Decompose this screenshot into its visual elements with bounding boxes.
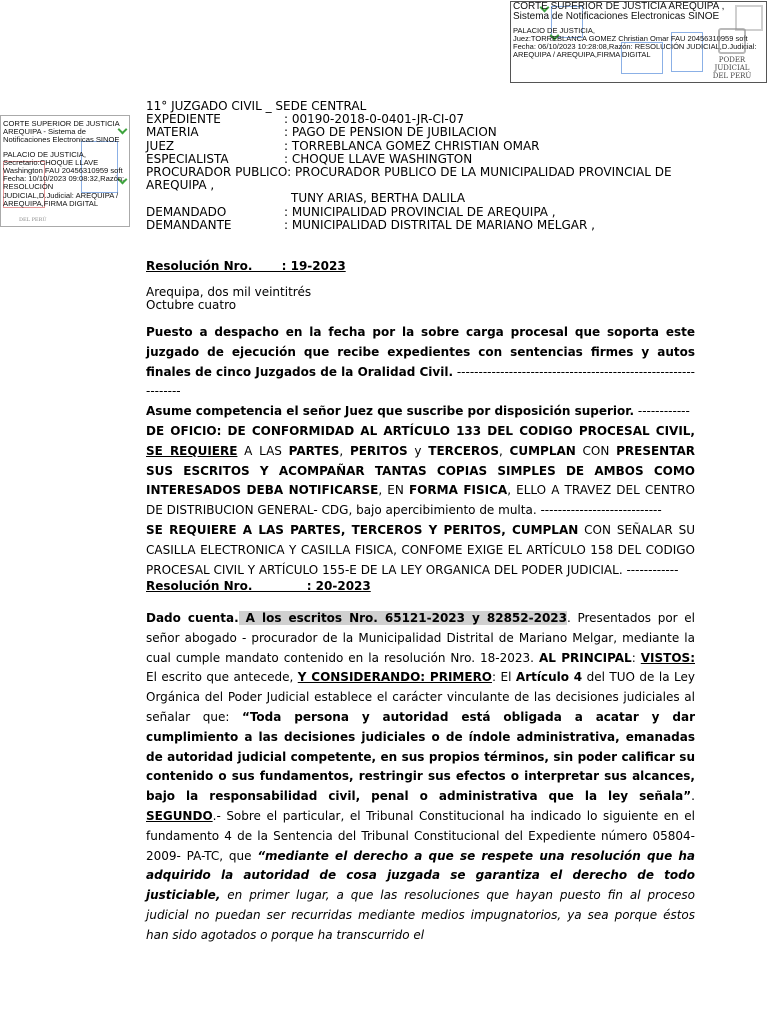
text: , ELLO A TRAVEZ DEL CENTRO DE DISTRIBUCION GENERAL- CDG, bajo apercibimiento de multa. ----------------------------	[146, 483, 695, 518]
digital-signature-stamp-judge	[510, 1, 767, 83]
text-bold: PRESENTAR SUS ESCRITOS Y ACOMPAÑAR TANTAS COPIAS SIMPLES DE AMBOS COMO INTERESADOS DEBA NOTIFICARSE	[146, 443, 695, 498]
field-label: JUEZ	[146, 138, 175, 153]
resolution-place: Arequipa, dos mil veintitrés	[146, 285, 312, 299]
paragraph	[146, 609, 695, 946]
text-bold-italic: “mediante el derecho a que se respete una resolución que ha adquirido la autoridad de cosa juzgada se garantiza el derecho de todo justiciable,	[146, 848, 696, 903]
digital-signature-stamp-secretary	[0, 115, 130, 227]
field-value: : PAGO DE PENSION DE JUBILACION	[284, 125, 497, 140]
resolution-title: Resolución Nro. : 20-2023	[146, 579, 371, 593]
text-bold-underline: Y CONSIDERANDO: PRIMERO	[297, 670, 493, 685]
court-label: 11° JUZGADO CIVIL _ SEDE CENTRAL	[146, 99, 367, 113]
text: .	[691, 789, 695, 804]
stamp-line: Fecha: 10/10/2023 09:08:32,Razón:	[3, 174, 125, 184]
stamp-line: RESOLUCIÓN	[3, 182, 54, 192]
paragraph	[146, 402, 695, 422]
stamp-line: Secretario:CHOQUE LLAVE	[3, 157, 99, 167]
resolution-title: Resolución Nro. : 19-2023	[146, 259, 346, 273]
text: ,	[498, 443, 510, 458]
demandado-row	[146, 206, 696, 219]
text: . Presentados por el señor abogado - procurador de la Municipalidad Distrital de Mariano Melgar, mediante la cual cumple mandato contenido en la resolución Nro. 18-2023.	[146, 611, 695, 665]
logo-text: DEL PERÚ	[19, 217, 47, 223]
logo-text: PODER JUDICIAL	[714, 56, 750, 72]
text-bold: Dado cuenta.	[146, 611, 239, 625]
text-bold-underline: SE REQUIERE	[146, 443, 238, 458]
stamp-line: CORTE SUPERIOR DE JUSTICIA AREQUIPA ,	[513, 1, 725, 12]
text-bold: Artículo 4	[515, 670, 583, 685]
text-bold-underline: SEGUNDO	[146, 808, 213, 823]
text-bold: PARTES	[288, 443, 340, 458]
header-row	[146, 140, 696, 153]
resolution-body	[146, 323, 695, 580]
stamp-line: Sistema de Notificaciones Electronicas SINOE	[513, 11, 720, 22]
text-bold: “Toda persona y autoridad está obligada a acatar y dar cumplimiento a las decisiones judiciales o de índole administrativa, emanadas de autoridad judicial competente, en sus propios términos, sin poder calificar su contenido o sus fundamentos, restringir sus efectos o interpretar sus alcances, bajo la responsabilidad civil, penal o administrativa que la ley señala”	[146, 709, 695, 804]
poder-judicial-logo	[702, 28, 762, 80]
procurador-text: PROCURADOR PUBLICO: PROCURADOR PUBLICO DE LA MUNICIPALIDAD PROVINCIAL DE	[146, 164, 672, 179]
field-label: EXPEDIENTE	[146, 112, 221, 127]
paragraph	[146, 323, 695, 402]
text: CON SEÑALAR SU CASILLA ELECTRONICA Y CASILLA FISICA, CONFOME EXIGE EL ARTÍCULO 158 DEL CODIGO PROCESAL CIVIL Y ARTÍCULO 155-E DE LA LEY ORGANICA DEL PODER JUDICIAL. ------------	[146, 522, 695, 577]
poder-judicial-emblem-icon	[718, 28, 746, 54]
paragraph	[146, 521, 695, 580]
field-label: ESPECIALISTA	[146, 151, 229, 166]
text: , EN	[378, 483, 409, 498]
stamp-line: AREQUIPA - Sistema de	[3, 127, 86, 137]
text-bold: TERCEROS	[428, 443, 499, 458]
text: del TUO de la Ley Orgánica del Poder Judicial establece el carácter vinculante de las decisiones judiciales al señalar que:	[146, 670, 695, 724]
text-bold: FORMA FISICA	[408, 483, 508, 498]
procurador-text: AREQUIPA ,	[146, 178, 215, 193]
text-bold: CUMPLAN	[509, 443, 576, 458]
procurador-row	[146, 192, 696, 205]
text: .- Sobre el particular, el Tribunal Constitucional ha indicado lo siguiente en el fundamento 4 de la Sentencia del Tribunal Constitucional del Expediente número 05804-2009- PA-TC, que	[146, 808, 695, 863]
text-bold: Puesto a despacho en la fecha por la sobre carga procesal que soporta este juzgado de ejecución que recibe expedientes con sentencias firmes y autos finales de cinco Juzgados de la Oralidad Civil.	[146, 325, 695, 379]
stamp-line: PALACIO DE JUSTICIA,	[3, 149, 86, 159]
text-italic: en primer lugar, a que las resoluciones que hayan puesto fin al proceso judicial no puedan ser recurridas mediante medios impugnatorios, ya sea porque éstos han sido agotados o porque ha transcurrido el	[146, 888, 695, 942]
text-bold: SE REQUIERE A LAS PARTES, TERCEROS Y PERITOS, CUMPLAN	[146, 522, 579, 537]
paragraph	[146, 422, 695, 521]
stamp-line: Notificaciones Electronicas SINOE	[3, 135, 120, 145]
field-label: MATERIA	[146, 125, 199, 140]
text-dashes: ------------	[634, 404, 690, 419]
field-value: : TORREBLANCA GOMEZ CHRISTIAN OMAR	[284, 138, 540, 153]
highlighted-text: A los escritos Nro. 65121-2023 y 82852-2023	[238, 611, 567, 625]
stamp-line: Fecha: 06/10/2023 10:28:08,Razón: RESOLUCIÓN JUDICIAL,D.Judicial:	[513, 42, 757, 51]
field-value: : CHOQUE LLAVE WASHINGTON	[284, 151, 473, 166]
stamp-line: AREQUIPA,FIRMA DIGITAL	[3, 198, 99, 208]
text-bold-underline: VISTOS:	[640, 650, 695, 665]
stamp-line: Juez:TORREBLANCA GOMEZ Christian Omar FAU 20456310959 soft	[513, 34, 748, 43]
text: A LAS	[237, 443, 289, 458]
text-bold: PERITOS	[349, 443, 408, 458]
field-label: DEMANDANTE	[146, 217, 232, 232]
resolution-date: Octubre cuatro	[146, 298, 237, 312]
case-header	[146, 100, 696, 232]
text: y	[407, 443, 429, 458]
stamp-line: CORTE SUPERIOR DE JUSTICIA	[3, 119, 120, 128]
logo-subtext: DEL PERÚ	[712, 72, 752, 80]
procurador-name: TUNY ARIAS, BERTHA DALILA	[291, 191, 466, 206]
text: CON	[575, 443, 617, 458]
text-dashes: ---------------------------------------------------------------	[146, 364, 696, 399]
resolution-body	[146, 609, 695, 946]
stamp-line: Washington FAU 20456310959 soft	[3, 166, 123, 176]
text-bold: AL PRINCIPAL	[538, 650, 632, 665]
text: :	[631, 650, 641, 665]
procurador-row	[146, 166, 696, 179]
text-bold: DE OFICIO: DE CONFORMIDAD AL ARTÍCULO 133 DEL CODIGO PROCESAL CIVIL,	[146, 423, 695, 438]
field-value: : 00190-2018-0-0401-JR-CI-07	[284, 112, 464, 127]
text: : El	[492, 670, 516, 685]
stamp-line: AREQUIPA / AREQUIPA,FIRMA DIGITAL	[513, 50, 651, 59]
text: ,	[339, 443, 350, 458]
text-bold: Asume competencia el señor Juez que suscribe por disposición superior.	[146, 404, 635, 419]
field-value: : MUNICIPALIDAD DISTRITAL DE MARIANO MELGAR ,	[284, 217, 595, 232]
demandante-row	[146, 219, 696, 232]
header-row	[146, 126, 696, 139]
stamp-line: JUDICIAL,D.Judicial: AREQUIPA /	[3, 190, 119, 200]
stamp-line: PALACIO DE JUSTICIA,	[513, 26, 595, 35]
header-row	[146, 153, 696, 166]
field-label: DEMANDADO	[146, 204, 227, 219]
field-value: : MUNICIPALIDAD PROVINCIAL DE AREQUIPA ,	[284, 204, 556, 219]
text: El escrito que antecede,	[146, 670, 298, 685]
